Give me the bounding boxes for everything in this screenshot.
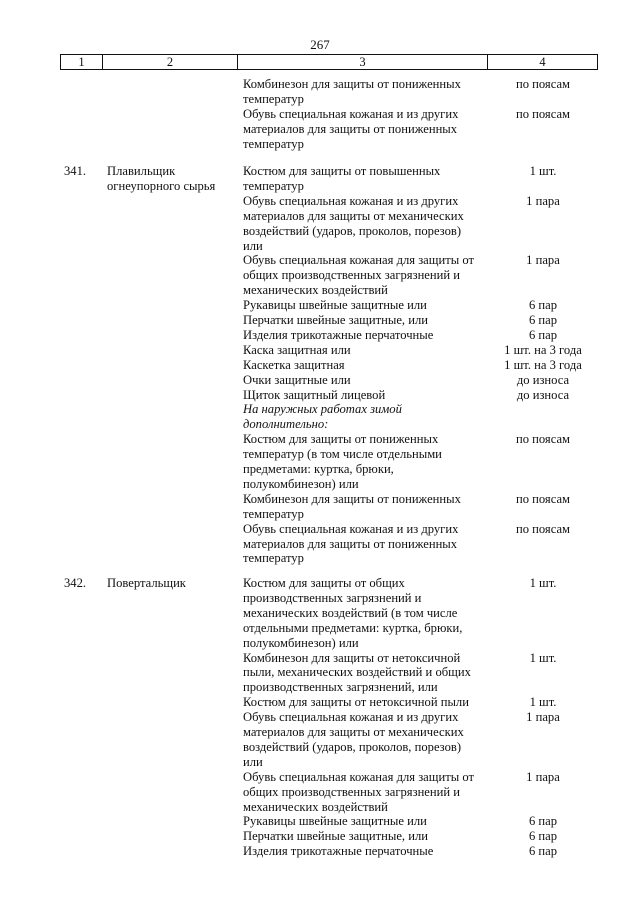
description-line: механических воздействий (243, 799, 388, 814)
table-header (60, 54, 598, 70)
header-col-2: 2 (103, 55, 238, 70)
block-341-item-description (243, 522, 493, 567)
description-line: Обувь специальная кожаная и из других (243, 521, 459, 536)
block-342-item-norm: 1 шт. (529, 650, 557, 665)
block-342-item-norm: 1 шт. (529, 695, 557, 710)
profession-line: Повертальщик (107, 576, 186, 590)
block-342-item-norm: 1 шт. (529, 576, 557, 590)
block-341-item-description (243, 328, 493, 343)
header-col-1: 1 (61, 55, 103, 70)
description-line: температур (в том числе отдельными (243, 447, 442, 462)
block-341-item-norm: по поясам (515, 521, 571, 536)
continued-block-item-description (243, 107, 493, 152)
description-line: материалов для защиты от механических (243, 208, 464, 223)
description-line: Комбинезон для защиты от нетоксичной (243, 650, 461, 665)
description-line: или (243, 238, 263, 253)
description-line: Перчатки швейные защитные, или (243, 829, 428, 844)
description-line: Комбинезон для защиты от пониженных (243, 491, 461, 506)
block-341-item-norm: до износа (516, 372, 570, 387)
continued-block-item-norm: по поясам (515, 106, 571, 121)
block-342-profession (107, 576, 237, 591)
block-341-profession (107, 164, 237, 194)
profession-line: Плавильщик (107, 164, 176, 178)
block-342-item-description (243, 695, 493, 710)
block-342-item-norm: 6 пар (528, 844, 558, 859)
description-line: температур (243, 551, 304, 566)
description-line: Обувь специальная кожаная для защиты от (243, 769, 474, 784)
description-line: Изделия трикотажные перчаточные (243, 327, 434, 342)
description-line: общих производственных загрязнений и (243, 268, 461, 283)
block-341-item-norm: 1 шт. (529, 164, 557, 178)
description-line: воздействий (ударов, проколов, порезов) (243, 223, 462, 238)
description-line: общих производственных загрязнений и (243, 784, 461, 799)
block-341-item-description (243, 492, 493, 522)
block-342-item-description (243, 576, 493, 651)
block-342-item-description (243, 844, 493, 859)
page-number: 267 (310, 37, 330, 52)
block-341-item-norm: по поясам (515, 491, 571, 506)
block-342-item-description (243, 829, 493, 844)
description-line: Каска защитная или (243, 342, 351, 357)
block-342-item-description (243, 770, 493, 815)
description-line: Рукавицы швейные защитные или (243, 814, 427, 829)
block-341-item-description (243, 194, 493, 254)
header-col-3: 3 (238, 55, 488, 70)
description-line: механических воздействий (в том числе (243, 605, 458, 620)
description-line: Комбинезон для защиты от пониженных (243, 77, 461, 91)
description-line: Обувь специальная кожаная и из других (243, 193, 459, 208)
description-line: Каскетка защитная (243, 357, 345, 372)
description-line: Щиток защитный лицевой (243, 387, 386, 402)
profession-line: огнеупорного сырья (107, 179, 216, 193)
block-342-item-norm: 6 пар (528, 814, 558, 829)
header-col-4: 4 (488, 55, 598, 70)
description-line: Обувь специальная кожаная и из других (243, 106, 459, 121)
description-line: Обувь специальная кожаная для защиты от (243, 253, 474, 268)
description-line: воздействий (ударов, проколов, порезов) (243, 739, 462, 754)
description-line: температур (243, 178, 304, 193)
description-line: температур (243, 506, 304, 521)
block-341-item-description (243, 388, 493, 403)
description-line: Костюм для защиты от нетоксичной пыли (243, 695, 469, 710)
block-341-item-norm: 6 пар (528, 327, 558, 342)
block-341-item-description (243, 343, 493, 358)
description-line: Костюм для защиты от общих (243, 576, 405, 590)
description-line: Рукавицы швейные защитные или (243, 298, 427, 313)
block-341-item-description (243, 253, 493, 298)
block-341-item-norm: 1 шт. на 3 года (504, 357, 582, 372)
block-341-item-norm: до износа (516, 387, 570, 402)
description-line: Изделия трикотажные перчаточные (243, 844, 434, 859)
block-342-item-norm: 1 пара (526, 710, 560, 725)
description-line: На наружных работах зимой (243, 402, 402, 417)
description-line: полукомбинезон) или (243, 635, 359, 650)
block-341-item-description (243, 313, 493, 328)
continued-block-item-norm: по поясам (515, 77, 571, 91)
description-line: Перчатки швейные защитные, или (243, 313, 428, 327)
block-342-item-description (243, 651, 493, 696)
description-line: Костюм для защиты от повышенных (243, 164, 441, 178)
block-341-item-description (243, 432, 493, 492)
block-341-item-norm: по поясам (515, 432, 571, 447)
description-line: производственных загрязнений и (243, 590, 422, 605)
block-341-item-description (243, 358, 493, 373)
description-line: предметами: куртка, брюки, (243, 462, 394, 476)
block-341-item-description (243, 164, 493, 194)
description-line: полукомбинезон) или (243, 476, 359, 491)
description-line: Очки защитные или (243, 372, 351, 387)
block-342-item-norm: 1 пара (526, 769, 560, 784)
description-line: Костюм для защиты от пониженных (243, 432, 439, 447)
block-341-item-norm: 6 пар (528, 313, 558, 327)
description-line: пыли, механических воздействий и общих (243, 665, 471, 680)
block-341-item-description (243, 373, 493, 388)
description-line: материалов для защиты от пониженных (243, 121, 458, 136)
block-342-number: 342. (64, 576, 87, 590)
block-341-number: 341. (64, 164, 87, 178)
block-342-item-norm: 6 пар (528, 829, 558, 844)
description-line: температур (243, 136, 304, 151)
description-line: отдельными предметами: куртка, брюки, (243, 620, 463, 635)
description-line: дополнительно: (243, 417, 329, 432)
block-341-item-description (243, 298, 493, 313)
block-341-item-norm: 1 пара (526, 253, 560, 268)
block-341-item-norm: 6 пар (528, 298, 558, 313)
description-line: или (243, 754, 263, 769)
block-341-item-description (243, 402, 493, 432)
description-line: материалов для защиты от механических (243, 725, 464, 739)
description-line: Обувь специальная кожаная и из других (243, 710, 459, 725)
block-341-item-norm: 1 пара (526, 193, 560, 208)
description-line: температур (243, 91, 304, 106)
description-line: материалов для защиты от пониженных (243, 536, 458, 551)
continued-block-item-description (243, 77, 493, 107)
description-line: механических воздействий (243, 283, 388, 298)
block-342-item-description (243, 710, 493, 770)
block-342-item-description (243, 814, 493, 829)
block-341-item-norm: 1 шт. на 3 года (504, 342, 582, 357)
description-line: производственных загрязнений, или (243, 680, 438, 695)
